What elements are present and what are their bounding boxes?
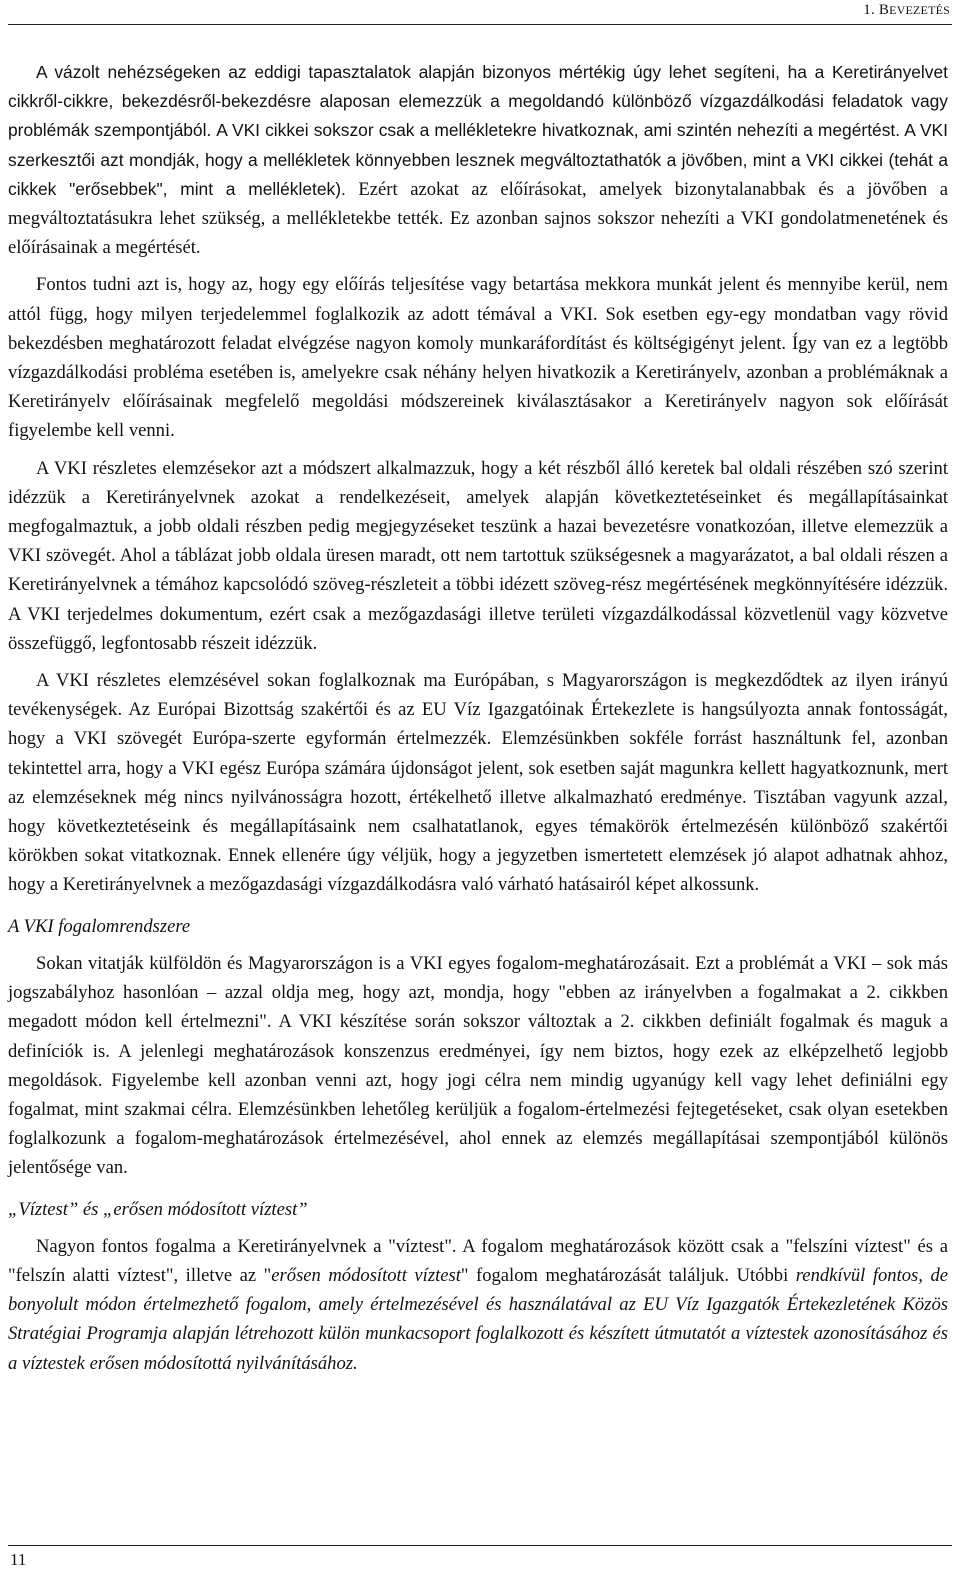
water-body-term-italic: erősen módosított víztest xyxy=(271,1264,461,1286)
page-number: 11 xyxy=(10,1550,27,1569)
running-header-rest: EVEZETÉS xyxy=(889,3,950,17)
paragraph-1-part-3: Ezért azokat az előírásokat, amelyek bizonytalanabbak és a jövőben a megváltoztatásukra lehet szükség, a mellékletekbe tették. Ez azonban sajnos sokszor nehezíti a VKI gondolatmenetének és előírásainak a megértését. xyxy=(8,178,949,259)
header-divider xyxy=(8,24,952,25)
paragraph-1-part-1: A vázolt nehézségeken az eddigi tapasztalatok alapján bizonyos mértékig úgy lehet segíteni, ha a Keretirányelvet cikkről-cikkre, bekezdésről-bekezdésre alaposan elemezzük a megoldandó különböző vízgazdálkodási feladatok vagy problémák szempontjából. xyxy=(8,62,948,141)
paragraph-3: A VKI részletes elemzésekor azt a módszert alkalmazzuk, hogy a két részből álló keretek bal oldali részében szó szerint idézzük a Keretirányelvnek azokat a rendelkezéseit, amelyek alapján következtetéseinket és megállapításainkat megfogalmaztuk, a jobb oldali részben pedig megjegyzéseket teszünk a hazai bevezetésre vonatkozóan, illetve elemezzük a VKI szövegét. Ahol a táblázat jobb oldala üresen maradt, ott nem tartottuk szükségesnek a magyarázatot, a bal oldali részen a Keretirányelvnek a témához kapcsolódó szöveg-részleteit a többi idézett szöveg-rész megértésének megkönnyítésére idézzük. A VKI terjedelmes dokumentum, ezért csak a mezőgazdasági illetve területi vízgazdálkodással közvetlenül vagy közvetve összefüggő, legfontosabb részeit idézzük. xyxy=(8,457,948,654)
water-body-text-a: Nagyon fontos fogalma a Keretirányelvnek a "víztest". A fogalom meghatározások között csak a "felszíni víztest" és a "felszín alatti víztest", illetve az " xyxy=(8,1235,948,1286)
paragraph-2: Fontos tudni azt is, hogy az, hogy egy előírás teljesítése vagy betartása mekkora munkát jelent és mennyibe kerül, nem attól függ, hogy milyen terjedelemmel foglalkozik az adott témával a VKI. Sok esetben egy-egy mondatban vagy rövid bekezdésben meghatározott feladat elvégzése nagyon komoly munkaráfordítást és költségigényt jelent. Így van ez a legtöbb vízgazdálkodási probléma esetében is, amelyekre csak néhány helyen hivatkozik a Keretirányelv, azonban a problémáknak a Keretirányelv előírásainak megfelelő megoldási módszereinek kiválasztásakor a Keretirányelv nagyon sok előírását figyelembe kell venni. xyxy=(8,274,948,442)
section-heading-terminology: A VKI fogalomrendszere xyxy=(8,915,191,937)
paragraph-1-part-2: A VKI cikkei sokszor csak a mellékletekre hivatkoznak, ami szintén nehezíti a megértést. A VKI szerkesztői azt mondják, hogy a mellékletek könnyebben lesznek megváltoztathatók a jövőben, mint a VKI cikkei (tehát a cikkek "erősebbek", mint a mellékletek). xyxy=(8,120,948,199)
paragraph-terminology: Sokan vitatják külföldön és Magyarországon is a VKI egyes fogalom-meghatározásait. Ezt a problémát a VKI – sok más jogszabályhoz hasonlóan – azzal oldja meg, hogy azt, mondja, hogy "ebben az irányelvben a fogalmakat a 2. cikkben megadott módon kell értelmezni". A VKI készítése során sokszor változtak a 2. cikkben definiált fogalmak és maguk a definíciók is. A jelenlegi meghatározások konszenzus eredményei, így nem biztos, hogy ezek az elképzelhető legjobb megoldások. Figyelembe kell azonban venni azt, hogy jogi célra nem mindig ugyanúgy kell vagy lehet definiálni egy fogalmat, mint szakmai célra. Elemzésünkben lehetőleg kerüljük a fogalom-értelmezési fejtegetéseket, csak olyan esetekben foglalkozunk a fogalom-meghatározások értelmezésével, ahol ennek az elemzés megállapításai szempontjából különös jelentősége van. xyxy=(8,952,948,1179)
running-header xyxy=(863,2,950,19)
body-text xyxy=(8,58,948,1378)
paragraph-water-body xyxy=(8,1232,948,1378)
paragraph-4: A VKI részletes elemzésével sokan foglalkoznak ma Európában, s Magyarországon is megkezdődtek az ilyen irányú tevékenységek. Az Európai Bizottság szakértői és az EU Víz Igazgatóinak Értekezlete is hangsúlyozta annak fontosságát, hogy a VKI szövegét Európa-szerte egyformán értelmezzék. Elemzésünkben sokféle forrást használtunk fel, azonban tekintettel arra, hogy a VKI egész Európa számára újdonságot jelent, sok esetben saját magunkra kellett hagyatkoznunk, mert az elemzéseknek még nincs nyilvánosságra hozott, értékelhető illetve alkalmazható eredménye. Tisztában vagyunk azzal, hogy következtetéseink és megállapításaink nem csalhatatlanok, egyes témakörök értelmezésén különböző szakértői körökben sokat vitatkoznak. Ennek ellenére úgy véljük, hogy a jegyzetben ismertetett elemzések jó alapot adhatnak ahhoz, hogy a Keretirányelvnek a mezőgazdasági vízgazdálkodásra való várható hatásairól képet alkossunk. xyxy=(8,670,948,896)
running-header-number: 1. xyxy=(863,2,879,18)
section-heading-water-body: „Víztest” és „erősen módosított víztest” xyxy=(8,1198,308,1220)
water-body-text-c: " fogalom meghatározását találjuk. Utóbbi xyxy=(460,1264,796,1286)
water-body-text-italic: rendkívül fontos, de bonyolult módon értelmezhető fogalom, amely értelmezésével és használatával az EU Víz Igazgatók Értekezletének Közös Stratégiai Programja alapján létrehozott külön munkacsoport foglalkozott és készített útmutatót a víztestek azonosításához és a víztestek erősen módosítottá nyilvánításához. xyxy=(8,1264,948,1374)
footer-divider xyxy=(8,1545,952,1546)
running-header-initial: B xyxy=(878,2,890,18)
paragraph-1 xyxy=(8,58,948,262)
